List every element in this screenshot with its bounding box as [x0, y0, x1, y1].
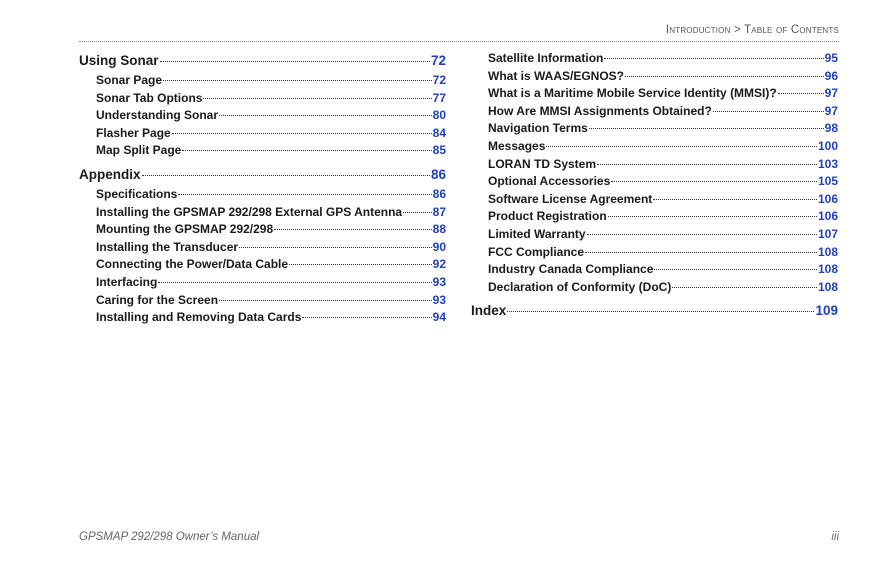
toc-subsection-entry[interactable]: [79, 72, 446, 90]
toc-page-link[interactable]: 108: [817, 262, 838, 277]
toc-subsection-entry[interactable]: [79, 125, 446, 143]
toc-page-link[interactable]: 77: [432, 90, 446, 105]
toc-subsection-entry[interactable]: [79, 142, 446, 160]
toc-page-link[interactable]: 105: [817, 174, 838, 189]
toc-leader-dots: [302, 317, 431, 318]
toc-subsection-entry[interactable]: [471, 50, 838, 68]
toc-leader-dots: [597, 164, 817, 165]
toc-page-link[interactable]: 93: [432, 274, 446, 289]
running-header: [666, 24, 839, 36]
toc-leader-dots: [589, 128, 824, 129]
toc-entry-title[interactable]: Messages: [488, 138, 546, 153]
toc-entry-title[interactable]: Map Split Page: [96, 143, 182, 158]
toc-subsection-entry[interactable]: [471, 68, 838, 86]
toc-subsection-entry[interactable]: [471, 120, 838, 138]
toc-leader-dots: [163, 80, 432, 81]
toc-entry-title[interactable]: Installing and Removing Data Cards: [96, 310, 302, 325]
toc-leader-dots: [672, 287, 817, 288]
toc-subsection-entry[interactable]: [79, 90, 446, 108]
toc-page-link[interactable]: 95: [824, 51, 838, 65]
toc-page-link[interactable]: 72: [430, 53, 446, 68]
toc-leader-dots: [219, 115, 432, 116]
toc-leader-dots: [274, 229, 431, 230]
toc-subsection-entry[interactable]: [79, 239, 446, 257]
toc-entry-title[interactable]: Caring for the Screen: [96, 292, 219, 307]
toc-entry-title[interactable]: Sonar Page: [96, 73, 163, 87]
toc-page-link[interactable]: 88: [432, 222, 446, 237]
toc-page-link[interactable]: 80: [432, 108, 446, 123]
toc-page-link[interactable]: 98: [824, 121, 838, 136]
toc-entry-title[interactable]: Limited Warranty: [488, 226, 586, 241]
toc-leader-dots: [142, 175, 430, 176]
toc-section-entry[interactable]: [471, 300, 838, 322]
toc-subsection-entry[interactable]: [79, 221, 446, 239]
toc-page-link[interactable]: 86: [430, 166, 446, 182]
toc-page-link[interactable]: 106: [817, 191, 838, 206]
toc-entry-title[interactable]: FCC Compliance: [488, 244, 585, 259]
toc-leader-dots: [158, 282, 431, 283]
toc-leader-dots: [654, 269, 817, 270]
toc-section-entry[interactable]: [79, 164, 446, 186]
toc-page-link[interactable]: 93: [432, 292, 446, 307]
toc-leader-dots: [182, 150, 431, 151]
toc-subsection-entry[interactable]: [79, 107, 446, 125]
toc-subsection-entry[interactable]: [79, 292, 446, 310]
toc-entry-title[interactable]: Navigation Terms: [488, 121, 588, 136]
toc-page-link[interactable]: 72: [432, 73, 446, 87]
toc-page-link[interactable]: 106: [817, 209, 838, 224]
header-rule: [79, 41, 839, 42]
toc-subsection-entry[interactable]: [471, 85, 838, 103]
toc-leader-dots: [625, 76, 824, 77]
toc-subsection-entry[interactable]: [79, 256, 446, 274]
toc-right-column: [471, 50, 838, 322]
header-title[interactable]: Table of Contents: [744, 24, 839, 36]
toc-entry-title[interactable]: Software License Agreement: [488, 191, 653, 206]
toc-subsection-entry[interactable]: [471, 103, 838, 121]
toc-leader-dots: [160, 61, 430, 62]
toc-entry-title[interactable]: Using Sonar: [79, 53, 159, 68]
toc-leader-dots: [713, 111, 824, 112]
toc-subsection-entry[interactable]: [471, 261, 838, 279]
toc-leader-dots: [604, 58, 823, 59]
toc-leader-dots: [507, 311, 814, 312]
toc-page-link[interactable]: 97: [824, 86, 838, 101]
toc-page-link[interactable]: 109: [815, 303, 838, 319]
toc-leader-dots: [608, 216, 817, 217]
toc-subsection-entry[interactable]: [79, 274, 446, 292]
toc-page-link[interactable]: 85: [432, 143, 446, 158]
toc-subsection-entry[interactable]: [471, 208, 838, 226]
header-separator: >: [733, 24, 741, 36]
toc-subsection-entry[interactable]: [79, 204, 446, 222]
toc-leader-dots: [203, 98, 431, 99]
toc-page-link[interactable]: 100: [817, 138, 838, 153]
toc-entry-title[interactable]: Mounting the GPSMAP 292/298: [96, 222, 274, 237]
toc-entry-title[interactable]: Specifications: [96, 186, 178, 201]
toc-subsection-entry[interactable]: [471, 138, 838, 156]
toc-leader-dots: [172, 133, 432, 134]
footer-manual-title: GPSMAP 292/298 Owner’s Manual: [79, 531, 260, 543]
toc-subsection-entry[interactable]: [471, 156, 838, 174]
toc-entry-title[interactable]: Product Registration: [488, 209, 607, 224]
toc-leader-dots: [239, 247, 432, 248]
toc-left-column: [79, 50, 446, 327]
toc-page-link[interactable]: 94: [432, 310, 446, 325]
toc-subsection-entry[interactable]: [471, 244, 838, 262]
toc-subsection-entry[interactable]: [79, 309, 446, 327]
toc-page-link[interactable]: 107: [817, 226, 838, 241]
toc-section-entry[interactable]: [79, 50, 446, 72]
toc-leader-dots: [653, 199, 817, 200]
toc-entry-title[interactable]: LORAN TD System: [488, 156, 597, 171]
toc-leader-dots: [587, 234, 817, 235]
toc-entry-title[interactable]: Industry Canada Compliance: [488, 262, 654, 277]
toc-entry-title[interactable]: Interfacing: [96, 274, 158, 289]
toc-page-link[interactable]: 96: [824, 68, 838, 83]
toc-page-link[interactable]: 84: [432, 125, 446, 140]
toc-leader-dots: [585, 252, 817, 253]
toc-leader-dots: [403, 212, 432, 213]
toc-leader-dots: [546, 146, 817, 147]
toc-page-link[interactable]: 87: [432, 204, 446, 219]
toc-leader-dots: [778, 93, 824, 94]
toc-page-link[interactable]: 90: [432, 239, 446, 254]
toc-entry-title[interactable]: Flasher Page: [96, 125, 171, 140]
toc-entry-title[interactable]: How Are MMSI Assignments Obtained?: [488, 103, 712, 118]
toc-page-link[interactable]: 97: [824, 103, 838, 118]
toc-entry-title[interactable]: Index: [471, 303, 507, 319]
toc-page-link[interactable]: 108: [817, 279, 838, 294]
toc-page-link[interactable]: 103: [817, 156, 838, 171]
toc-entry-title[interactable]: Connecting the Power/Data Cable: [96, 257, 289, 272]
toc-entry-title[interactable]: Satellite Information: [488, 51, 604, 65]
toc-leader-dots: [178, 194, 431, 195]
toc-subsection-entry[interactable]: [79, 186, 446, 204]
toc-entry-title[interactable]: Declaration of Conformity (DoC): [488, 279, 672, 294]
toc-entry-title[interactable]: Understanding Sonar: [96, 108, 219, 123]
toc-leader-dots: [219, 300, 432, 301]
header-section[interactable]: Introduction: [665, 24, 731, 36]
toc-leader-dots: [289, 264, 432, 265]
footer-page-number: iii: [831, 531, 839, 543]
toc-page-link[interactable]: 86: [432, 186, 446, 201]
toc-subsection-entry[interactable]: [471, 173, 838, 191]
toc-entry-title[interactable]: Installing the Transducer: [96, 239, 239, 254]
toc-subsection-entry[interactable]: [471, 226, 838, 244]
toc-subsection-entry[interactable]: [471, 279, 838, 297]
toc-entry-title[interactable]: What is a Maritime Mobile Service Identity (MMSI)?: [488, 86, 777, 101]
toc-leader-dots: [611, 181, 817, 182]
toc-subsection-entry[interactable]: [471, 191, 838, 209]
toc-entry-title[interactable]: Appendix: [79, 166, 141, 182]
toc-page-link[interactable]: 108: [817, 244, 838, 259]
toc-entry-title[interactable]: Optional Accessories: [488, 174, 611, 189]
toc-entry-title[interactable]: Sonar Tab Options: [96, 90, 203, 105]
toc-entry-title[interactable]: What is WAAS/EGNOS?: [488, 68, 625, 83]
toc-page-link[interactable]: 92: [432, 257, 446, 272]
toc-entry-title[interactable]: Installing the GPSMAP 292/298 External GPS Antenna: [96, 204, 403, 219]
